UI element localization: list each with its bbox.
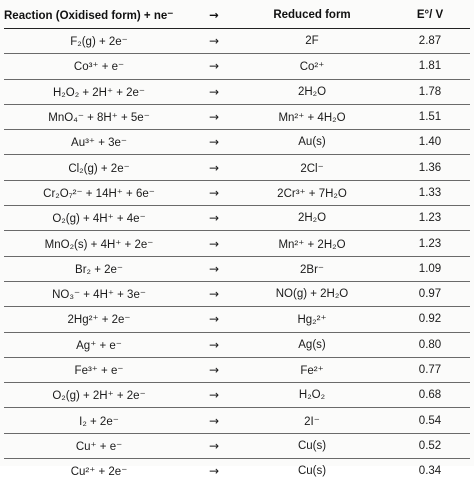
cell-reaction: O₂(g) + 4H⁺ + 4e⁻ — [4, 206, 194, 231]
cell-potential: 0.97 — [390, 281, 470, 306]
cell-potential: 1.81 — [390, 54, 470, 79]
cell-reaction: Co³⁺ + e⁻ — [4, 54, 194, 79]
cell-potential: 0.92 — [390, 307, 470, 332]
table-body — [4, 29, 470, 483]
cell-potential: 0.54 — [390, 408, 470, 433]
cell-reduced-form: NO(g) + 2H₂O — [234, 281, 390, 306]
cell-reduced-form: Au(s) — [234, 130, 390, 155]
table-row — [4, 459, 470, 483]
cell-reaction: Cr₂O₇²⁻ + 14H⁺ + 6e⁻ — [4, 180, 194, 205]
cell-arrow: → — [194, 357, 234, 382]
cell-arrow: → — [194, 459, 234, 483]
cell-reaction: Au³⁺ + 3e⁻ — [4, 130, 194, 155]
cell-reaction: 2Hg²⁺ + 2e⁻ — [4, 307, 194, 332]
table-row — [4, 231, 470, 256]
table-row — [4, 79, 470, 104]
cell-potential: 1.23 — [390, 206, 470, 231]
cell-reduced-form: H₂O₂ — [234, 383, 390, 408]
table-row — [4, 54, 470, 79]
cell-reduced-form: Cu(s) — [234, 459, 390, 483]
cell-reduced-form: Hg₂²⁺ — [234, 307, 390, 332]
table-row — [4, 104, 470, 129]
cell-arrow: → — [194, 281, 234, 306]
cell-reaction: MnO₂(s) + 4H⁺ + 2e⁻ — [4, 231, 194, 256]
table-row — [4, 281, 470, 306]
cell-reaction: F₂(g) + 2e⁻ — [4, 29, 194, 54]
cell-reaction: I₂ + 2e⁻ — [4, 408, 194, 433]
cell-reaction: Fe³⁺ + e⁻ — [4, 357, 194, 382]
table-row — [4, 256, 470, 281]
cell-potential: 1.33 — [390, 180, 470, 205]
cell-reaction: Cu⁺ + e⁻ — [4, 433, 194, 458]
cell-arrow: → — [194, 433, 234, 458]
cell-reduced-form: 2I⁻ — [234, 408, 390, 433]
standard-electrode-potential-table — [4, 2, 470, 483]
cell-reaction: Br₂ + 2e⁻ — [4, 256, 194, 281]
table-row — [4, 180, 470, 205]
cell-potential: 1.23 — [390, 231, 470, 256]
cell-arrow: → — [194, 231, 234, 256]
cell-potential: 1.36 — [390, 155, 470, 180]
cell-arrow: → — [194, 155, 234, 180]
cell-reaction: Cu²⁺ + 2e⁻ — [4, 459, 194, 483]
table-row — [4, 383, 470, 408]
cell-arrow: → — [194, 383, 234, 408]
cell-arrow: → — [194, 332, 234, 357]
header-arrow: → — [194, 2, 234, 29]
cell-potential: 0.34 — [390, 459, 470, 483]
table-row — [4, 206, 470, 231]
cell-potential: 1.51 — [390, 104, 470, 129]
cell-potential: 0.80 — [390, 332, 470, 357]
cell-potential: 0.52 — [390, 433, 470, 458]
table-row — [4, 29, 470, 54]
cell-arrow: → — [194, 206, 234, 231]
cell-arrow: → — [194, 130, 234, 155]
table-row — [4, 155, 470, 180]
cell-reaction: O₂(g) + 2H⁺ + 2e⁻ — [4, 383, 194, 408]
cell-potential: 1.78 — [390, 79, 470, 104]
cell-arrow: → — [194, 408, 234, 433]
cell-reduced-form: Cu(s) — [234, 433, 390, 458]
cell-arrow: → — [194, 104, 234, 129]
cell-potential: 0.68 — [390, 383, 470, 408]
table-row — [4, 357, 470, 382]
cell-potential: 1.40 — [390, 130, 470, 155]
cell-arrow: → — [194, 29, 234, 54]
cell-reduced-form: 2Br⁻ — [234, 256, 390, 281]
cell-reaction: NO₃⁻ + 4H⁺ + 3e⁻ — [4, 281, 194, 306]
cell-arrow: → — [194, 180, 234, 205]
table-row — [4, 433, 470, 458]
table-row — [4, 332, 470, 357]
cell-reduced-form: Mn²⁺ + 2H₂O — [234, 231, 390, 256]
cell-potential: 1.09 — [390, 256, 470, 281]
cell-reduced-form: 2H₂O — [234, 79, 390, 104]
cell-reduced-form: Ag(s) — [234, 332, 390, 357]
cell-potential: 0.77 — [390, 357, 470, 382]
cell-reduced-form: 2H₂O — [234, 206, 390, 231]
cell-reduced-form: Mn²⁺ + 4H₂O — [234, 104, 390, 129]
cell-reaction: H₂O₂ + 2H⁺ + 2e⁻ — [4, 79, 194, 104]
cell-reduced-form: 2Cr³⁺ + 7H₂O — [234, 180, 390, 205]
cell-reaction: Cl₂(g) + 2e⁻ — [4, 155, 194, 180]
header-reaction: Reaction (Oxidised form) + ne⁻ — [4, 2, 194, 29]
header-potential: E°/ V — [390, 2, 470, 29]
cell-reaction: Ag⁺ + e⁻ — [4, 332, 194, 357]
table-row — [4, 307, 470, 332]
cell-reduced-form: 2F — [234, 29, 390, 54]
cell-arrow: → — [194, 79, 234, 104]
cell-arrow: → — [194, 256, 234, 281]
cell-reduced-form: Fe²⁺ — [234, 357, 390, 382]
header-reduced-form: Reduced form — [234, 2, 390, 29]
cell-potential: 2.87 — [390, 29, 470, 54]
cell-reduced-form: Co²⁺ — [234, 54, 390, 79]
cell-reduced-form: 2Cl⁻ — [234, 155, 390, 180]
table-row — [4, 408, 470, 433]
table-header-row — [4, 2, 470, 29]
cell-arrow: → — [194, 54, 234, 79]
cell-arrow: → — [194, 307, 234, 332]
cell-reaction: MnO₄⁻ + 8H⁺ + 5e⁻ — [4, 104, 194, 129]
table-row — [4, 130, 470, 155]
